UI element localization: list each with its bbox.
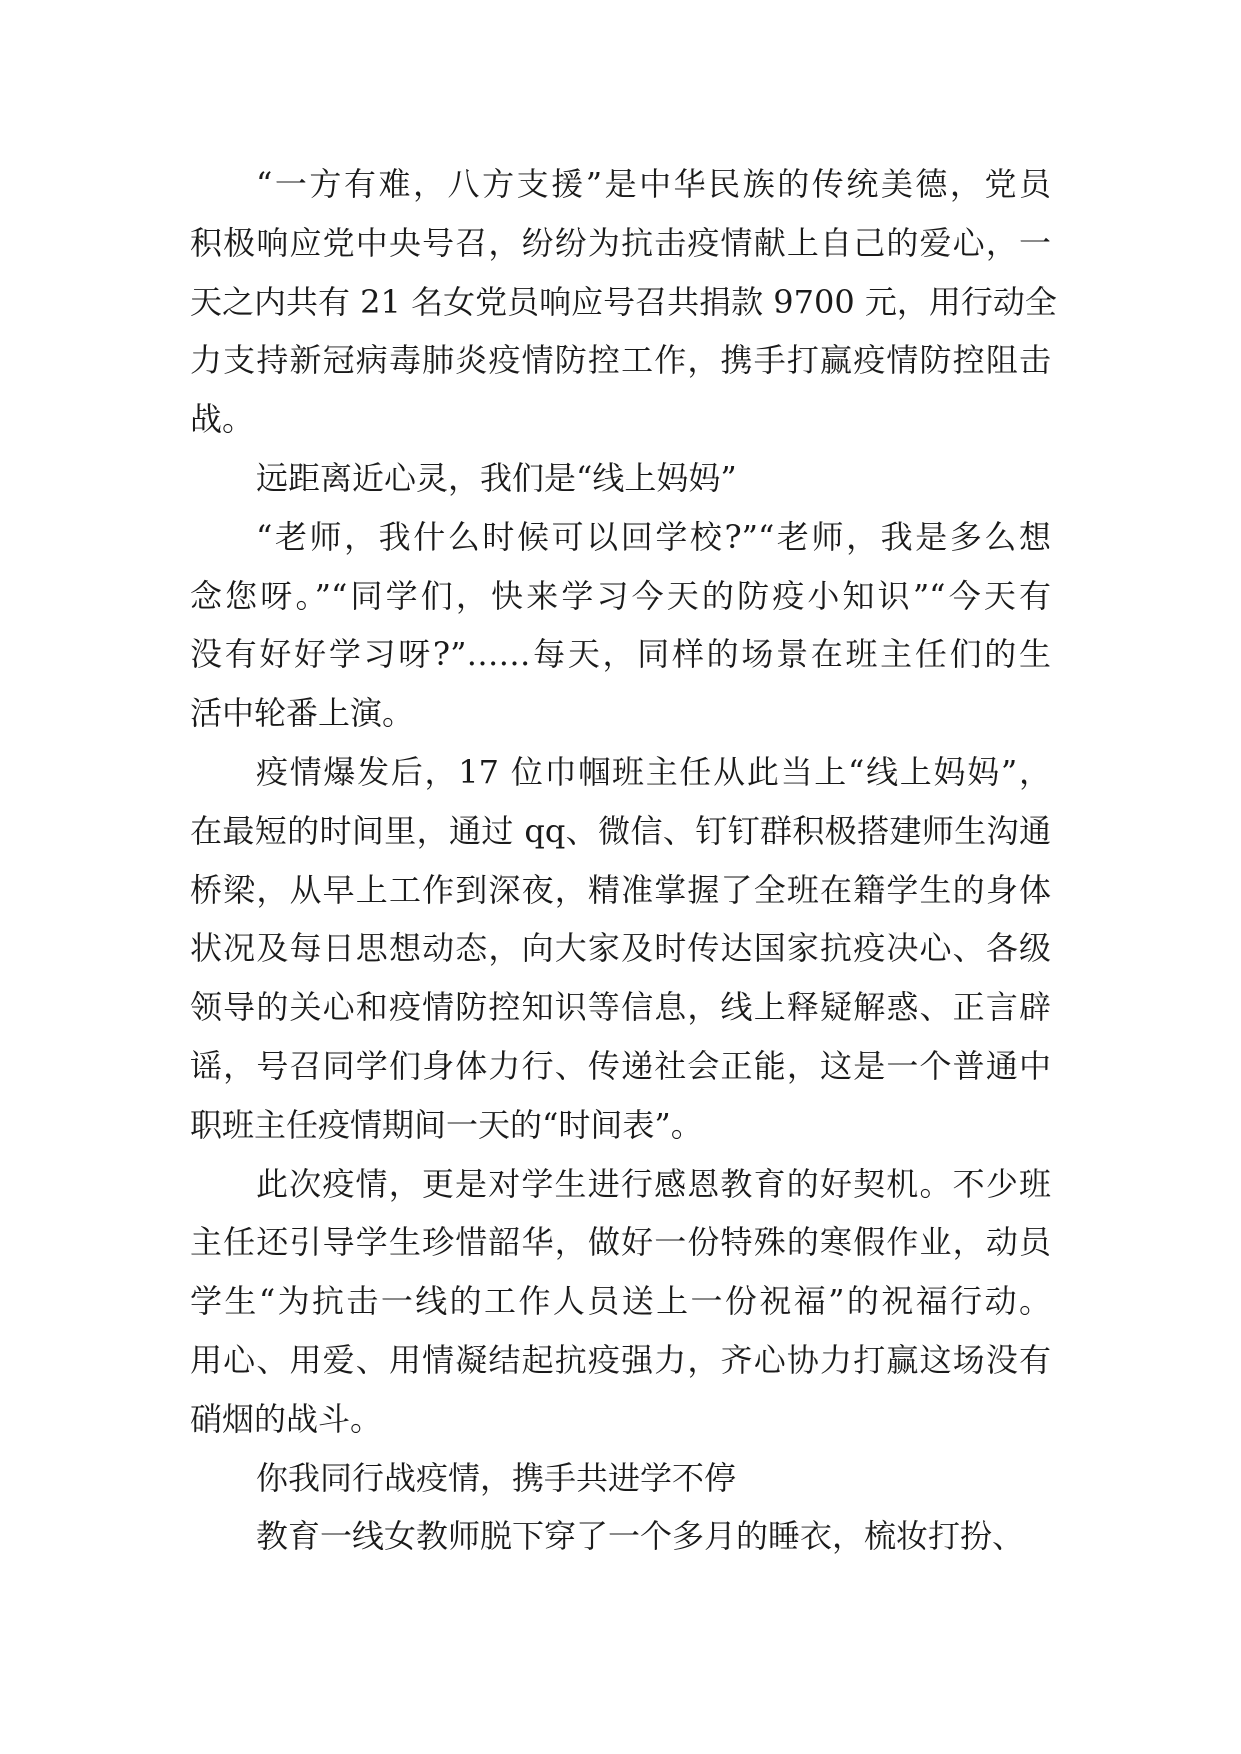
paragraph-line: 主任还引导学生珍惜韶华，做好一份特殊的寒假作业，动员 [190, 1223, 1051, 1262]
paragraph [190, 1155, 1051, 1449]
paragraph-line: 领导的关心和疫情防控知识等信息，线上释疑解惑、正言辟 [190, 988, 1051, 1027]
paragraph-line: 硝烟的战斗。 [190, 1399, 383, 1438]
paragraph [190, 508, 1051, 743]
paragraph-line: 天之内共有 21 名女党员响应号召共捐款 9700 元，用行动全 [190, 282, 1057, 321]
section-heading [190, 449, 1051, 508]
paragraph-line: 用心、用爱、用情凝结起抗疫强力，齐心协力打赢这场没有 [190, 1340, 1051, 1379]
paragraph-line: “一方有难，八方支援”是中华民族的传统美德，党员 [256, 165, 1051, 203]
document-body [190, 155, 1057, 1566]
paragraph [190, 1507, 1051, 1566]
paragraph-line: 职班主任疫情期间一天的“时间表”。 [190, 1105, 703, 1144]
paragraph-line: 学生“为抗击一线的工作人员送上一份祝福”的祝福行动。 [190, 1282, 1051, 1321]
paragraph-line: 念您呀。”“同学们，快来学习今天的防疫小知识”“今天有 [190, 576, 1051, 615]
paragraph-line: 力支持新冠病毒肺炎疫情防控工作，携手打赢疫情防控阻击 [190, 341, 1051, 380]
section-heading-text: 远距离近心灵，我们是“线上妈妈” [256, 458, 737, 497]
paragraph-line: 活中轮番上演。 [190, 694, 415, 733]
section-heading-text: 你我同行战疫情，携手共进学不停 [256, 1458, 737, 1497]
paragraph-line: 没有好好学习呀?”……每天，同样的场景在班主任们的生 [190, 635, 1051, 674]
paragraph-line: 在最短的时间里，通过 qq、微信、钉钉群积极搭建师生沟通 [190, 811, 1051, 850]
paragraph [190, 155, 1057, 449]
paragraph-line: 积极响应党中央号召，纷纷为抗击疫情献上自己的爱心，一 [190, 223, 1051, 262]
paragraph-line: 桥梁，从早上工作到深夜，精准掌握了全班在籍学生的身体 [190, 870, 1051, 909]
paragraph-line: 谣，号召同学们身体力行、传递社会正能，这是一个普通中 [190, 1046, 1051, 1085]
paragraph [190, 743, 1051, 1155]
section-heading [190, 1449, 1051, 1508]
paragraph-line: 教育一线女教师脱下穿了一个多月的睡衣，梳妆打扮、 [256, 1517, 1025, 1556]
paragraph-line: “老师，我什么时候可以回学校?”“老师，我是多么想 [256, 517, 1051, 556]
paragraph-line: 状况及每日思想动态，向大家及时传达国家抗疫决心、各级 [190, 929, 1051, 968]
paragraph-line: 疫情爆发后，17 位巾帼班主任从此当上“线上妈妈”， [256, 752, 1051, 791]
paragraph-line: 此次疫情，更是对学生进行感恩教育的好契机。不少班 [256, 1164, 1051, 1203]
paragraph-line: 战。 [190, 400, 255, 439]
